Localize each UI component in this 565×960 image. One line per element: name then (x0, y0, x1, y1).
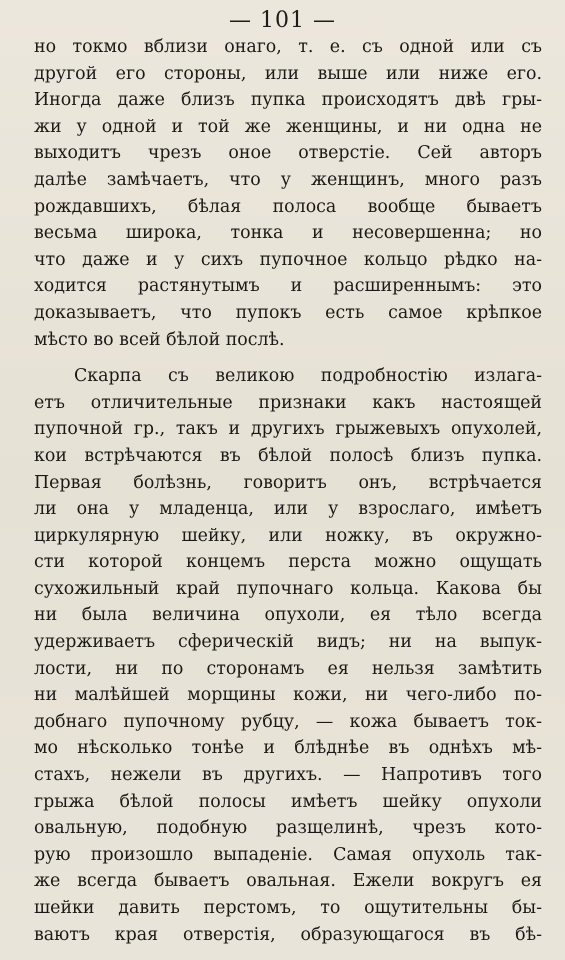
text-line: ни малѣйшей морщины кожи, ни чего-либо по- (34, 685, 542, 706)
text-line: овальную, подобную разщелинѣ, чрезъ кото- (34, 818, 542, 839)
text-line: стахъ, нежели въ другихъ. — Напротивъ того (34, 765, 542, 786)
text-line: другой его стороны, или выше или ниже его. (34, 63, 542, 84)
text-line: ли она у младенца, или у взрослаго, имѣетъ (34, 499, 542, 520)
text-line: мо нѣсколько тонѣе и блѣднѣе въ однѣхъ мѣ- (34, 738, 542, 759)
text-line: что даже и у сихъ пупочное кольцо рѣдко на- (34, 249, 542, 270)
text-line: циркулярную шейку, или ножку, въ окружно- (34, 525, 542, 546)
text-line: лости, ни по сторонамъ ея нельзя замѣтить (34, 658, 542, 679)
text-line: далѣе замѣчаетъ, что у женщинъ, много разъ (34, 169, 542, 190)
paragraph-gap (34, 353, 542, 363)
text-block (34, 34, 542, 948)
paragraph-1 (34, 34, 542, 353)
text-line: жи у одной и той же женщины, и ни одна не (34, 116, 542, 137)
text-line: ходится растянутымъ и расширеннымъ: это (34, 276, 542, 297)
text-line: ни была величина опухоли, ея тѣло всегда (34, 605, 542, 626)
text-line: Первая болѣзнь, говоритъ онъ, встрѣчается (34, 472, 542, 493)
paragraph-2 (34, 363, 542, 948)
text-line: Скарпа съ великою подробностію излага- (74, 366, 542, 387)
text-line: же всегда бываетъ овальная. Ежели вокругъ ея (34, 871, 542, 892)
text-line: весьма широка, тонка и несовершенна; но (34, 223, 542, 244)
text-line: но токмо вблизи онаго, т. е. съ одной или съ (34, 37, 542, 57)
text-line: рую произошло выпаденіе. Самая опухоль так- (34, 844, 542, 865)
text-line: доказываетъ, что пупокъ есть самое крѣпкое (34, 302, 542, 323)
text-line: удерживаетъ сферическій видъ; ни на выпук- (34, 632, 542, 653)
text-line: сти которой концемъ перста можно ощущать (34, 552, 542, 573)
page-number: — 101 — (229, 8, 336, 33)
text-line: грыжа бѣлой полосы имѣетъ шейку опухоли (34, 791, 542, 812)
text-line: сухожильный край пупочнаго кольца. Какова бы (34, 578, 542, 599)
text-line: рождавшихъ, бѣлая полоса вообще бываетъ (34, 196, 542, 217)
text-line: шейки давить перстомъ, то ощутительны бы- (34, 898, 542, 918)
text-line: етъ отличительные признаки какъ настоящей (34, 392, 542, 413)
text-line: Иногда даже близъ пупка происходятъ двѣ гры- (34, 90, 542, 111)
text-line: добнаго пупочному рубцу, — кожа бываетъ ток- (34, 711, 542, 732)
text-line: ваютъ края отверстія, образующагося въ бѣ- (34, 924, 542, 945)
text-line: мѣсто во всей бѣлой послѣ. (34, 329, 285, 350)
text-line: кои встрѣчаются въ бѣлой полосѣ близъ пупка. (34, 445, 542, 466)
text-line: выходитъ чрезъ оное отверстіе. Сей авторъ (34, 143, 542, 164)
text-line: пупочной гр., такъ и другихъ грыжевыхъ опухолей, (34, 419, 542, 440)
